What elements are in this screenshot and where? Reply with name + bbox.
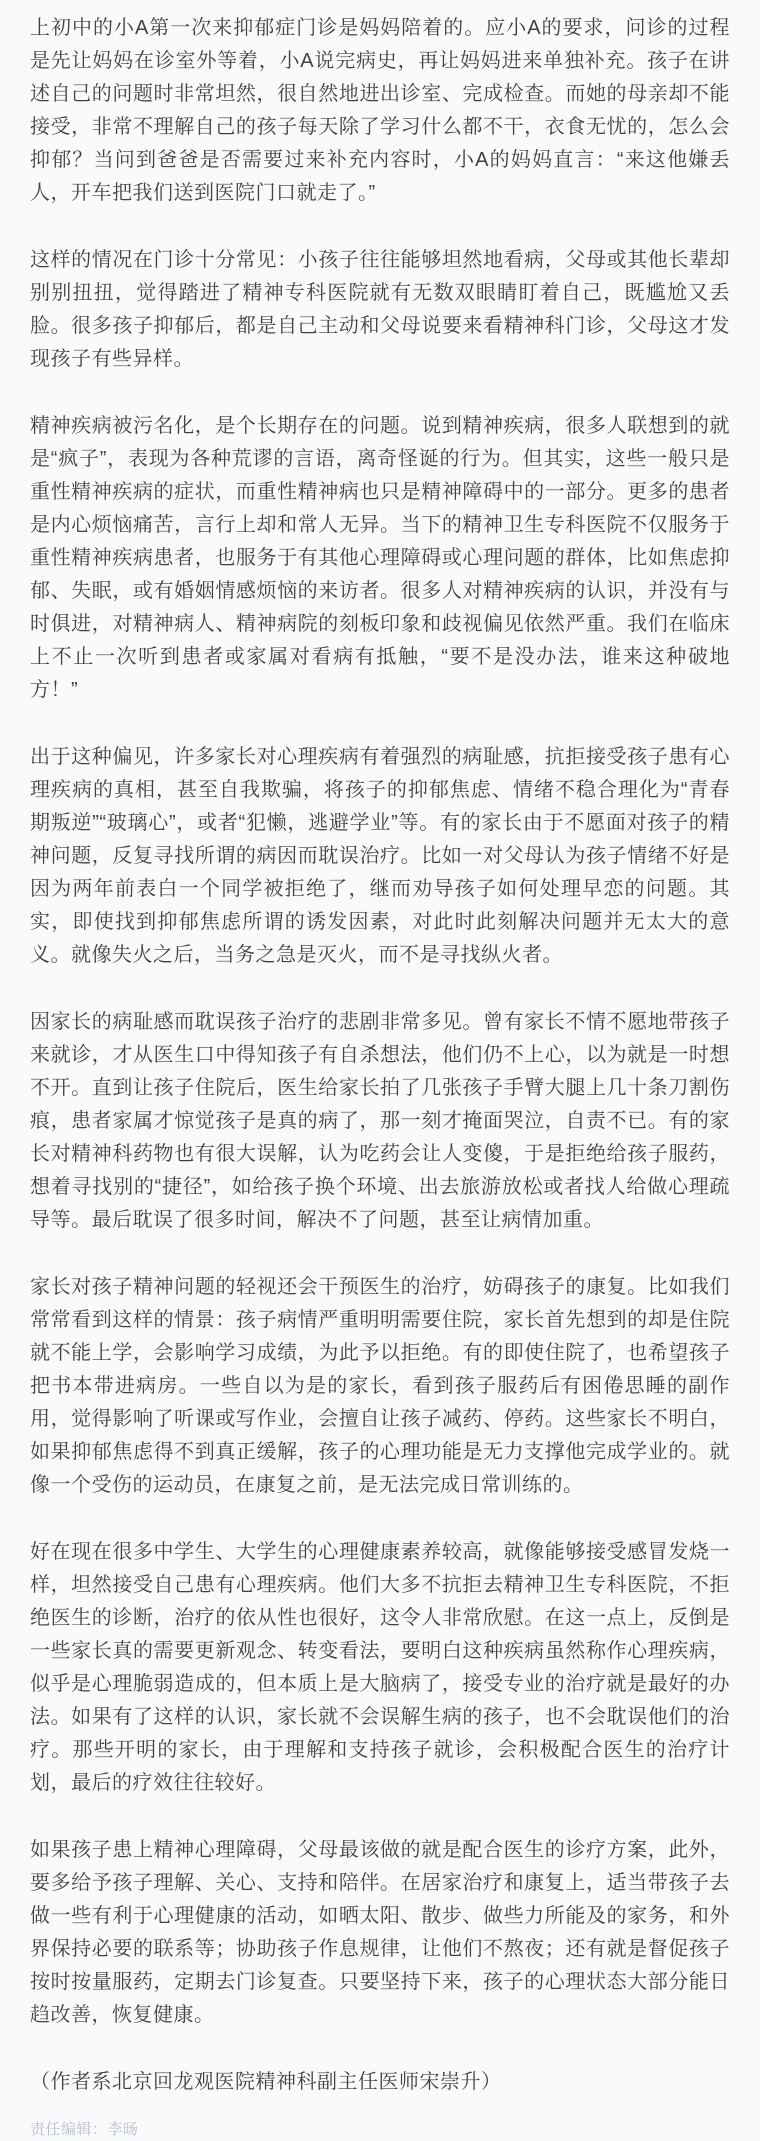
article-paragraph: 因家长的病耻感而耽误孩子治疗的悲剧非常多见。曾有家长不情不愿地带孩子来就诊，才从医生口中得知孩子有自杀想法，他们仍不上心，以为就是一时想不开。直到让孩子住院后，医生给家长拍了几张孩子手臂大腿上几十条刀割伤痕，患者家属才惊觉孩子是真的病了，那一刻才掩面哭泣，自责不已。有的家长对精神科药物也有很大误解，认为吃药会让人变傻，于是拒绝给孩子服药，想着寻找别的“捷径”，如给孩子换个环境、出去旅游放松或者找人给做心理疏导等。最后耽误了很多时间，解决不了问题，甚至让病情加重。 — [30, 1011, 730, 1231]
article-paragraph: 家长对孩子精神问题的轻视还会干预医生的治疗，妨碍孩子的康复。比如我们常常看到这样的情景：孩子病情严重明明需要住院，家长首先想到的却是住院就不能上学，会影响学习成绩，为此予以拒绝。有的即使住院了，也希望孩子把书本带进病房。一些自以为是的家长，看到孩子服药后有困倦思睡的副作用，觉得影响了听课或写作业，会擅自让孩子减药、停药。这些家长不明白，如果抑郁焦虑得不到真正缓解，孩子的心理功能是无力支撑他完成学业的。就像一个受伤的运动员，在康复之前，是无法完成日常训练的。 — [30, 1276, 730, 1496]
article-paragraph: 好在现在很多中学生、大学生的心理健康素养较高，就像能够接受感冒发烧一样，坦然接受自己患有心理疾病。他们大多不抗拒去精神卫生专科医院，不拒绝医生的诊断，治疗的依从性也很好，这令人非常欣慰。在这一点上，反倒是一些家长真的需要更新观念、转变看法，要明白这种疾病虽然称作心理疾病，似乎是心理脆弱造成的，但本质上是大脑病了，接受专业的治疗就是最好的办法。如果有了这样的认识，家长就不会误解生病的孩子，也不会耽误他们的治疗。那些开明的家长，由于理解和支持孩子就诊，会积极配合医生的治疗计划，最后的疗效往往较好。 — [30, 1541, 730, 1794]
article-paragraph: 上初中的小A第一次来抑郁症门诊是妈妈陪着的。应小A的要求，问诊的过程是先让妈妈在诊室外等着，小A说完病史，再让妈妈进来单独补充。孩子在讲述自己的问题时非常坦然，很自然地进出诊室、完成检查。而她的母亲却不能接受，非常不理解自己的孩子每天除了学习什么都不干，衣食无忧的，怎么会抑郁？当问到爸爸是否需要过来补充内容时，小A的妈妈直言：“来这他嫌丢人，开车把我们送到医院门口就走了。” — [30, 17, 730, 204]
article-paragraph: 精神疾病被污名化，是个长期存在的问题。说到精神疾病，很多人联想到的就是“疯子”，表现为各种荒谬的言语，离奇怪诞的行为。但其实，这些一般只是重性精神疾病的症状，而重性精神病也只是精神障碍中的一部分。更多的患者是内心烦恼痛苦，言行上却和常人无异。当下的精神卫生专科医院不仅服务于重性精神疾病患者，也服务于有其他心理障碍或心理问题的群体，比如焦虑抑郁、失眠，或有婚姻情感烦恼的来访者。很多人对精神疾病的认识，并没有与时俱进，对精神病人、精神病院的刻板印象和歧视偏见依然严重。我们在临床上不止一次听到患者或家属对看病有抵触，“要不是没办法，谁来这种破地方！” — [30, 415, 730, 701]
editor-credit: 责任编辑：李旸 — [30, 2121, 139, 2138]
article-paragraph: 出于这种偏见，许多家长对心理疾病有着强烈的病耻感，抗拒接受孩子患有心理疾病的真相，甚至自我欺骗，将孩子的抑郁焦虑、情绪不稳合理化为“青春期叛逆”“玻璃心”，或者“犯懒，逃避学业”等。有的家长由于不愿面对孩子的精神问题，反复寻找所谓的病因而耽误治疗。比如一对父母认为孩子情绪不好是因为两年前表白一个同学被拒绝了，继而劝导孩子如何处理早恋的问题。其实，即使找到抑郁焦虑所谓的诱发因素，对此时此刻解决问题并无太大的意义。就像失火之后，当务之急是灭火，而不是寻找纵火者。 — [30, 746, 730, 966]
article-paragraph: 如果孩子患上精神心理障碍，父母最该做的就是配合医生的诊疗方案，此外，要多给予孩子理解、关心、支持和陪伴。在居家治疗和康复上，适当带孩子去做一些有利于心理健康的活动，如晒太阳、散步、做些力所能及的家务，和外界保持必要的联系等；协助孩子作息规律，让他们不熬夜；还有就是督促孩子按时按量服药，定期去门诊复查。只要坚持下来，孩子的心理状态大部分能日趋改善，恢复健康。 — [30, 1839, 730, 2026]
article-paragraph: 这样的情况在门诊十分常见：小孩子往往能够坦然地看病，父母或其他长辈却别别扭扭，觉得踏进了精神专科医院就有无数双眼睛盯着自己，既尴尬又丢脸。很多孩子抑郁后，都是自己主动和父母说要来看精神科门诊，父母这才发现孩子有些异样。 — [30, 249, 730, 370]
author-note: （作者系北京回龙观医院精神科副主任医师宋崇升） — [30, 2071, 502, 2093]
